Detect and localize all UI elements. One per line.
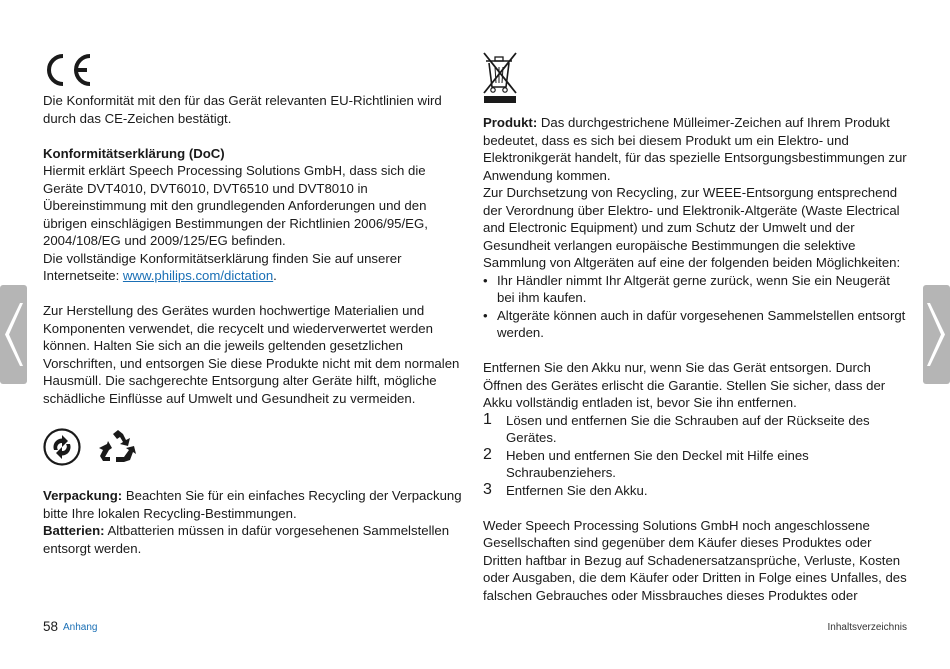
materials-text: Zur Herstellung des Gerätes wurden hochwertige Materialien und Komponenten verwendet, die recycelt und wiederverwertet werden können. Halten Sie sich an die jeweils geltenden gesetzlichen Vorschriften, und entsorgen Sie diese Produkte nicht mit dem normalen Hausmüll. Die sachgerechte Entsorgung alter Geräte hilft, mögliche schädliche Einflüsse auf Umwelt und Gesundheit zu vermeiden. [43,303,460,406]
collection-options-list [483,272,908,342]
previous-page-button[interactable] [0,285,27,384]
right-column [483,0,908,604]
crossed-out-bin-icon [483,52,517,105]
page-number: 58 [43,619,59,634]
list-item: • Altgeräte können auch in dafür vorgesehenen Sammelstellen entsorgt werden. [483,307,908,342]
chevron-left-icon [0,285,27,384]
step-item [483,447,908,482]
step-text: Heben und entfernen Sie den Deckel mit Hilfe eines Schraubenziehers. [506,447,809,480]
table-of-contents-link[interactable]: Inhaltsverzeichnis [827,622,907,633]
ce-mark-icon [43,52,93,88]
left-column [43,0,468,557]
chevron-right-icon [923,285,950,384]
doc-link-paragraph [43,250,468,285]
next-page-button[interactable] [923,285,950,384]
doc-heading: Konformitätserklärung (DoC) [43,145,225,161]
step-text: Entfernen Sie den Akku. [506,482,648,498]
packaging-text: Beachten Sie für ein einfaches Recycling der Verpackung bitte Ihre lokalen Recycling-Bestimmungen. [43,488,462,521]
step-item [483,482,908,500]
liability-text: Weder Speech Processing Solutions GmbH noch angeschlossene Gesellschaften sind gegenüber dem Käufer dieses Produktes oder Dritten haftbar in Bezug auf Schadenersatzansprüche, Verluste, Kosten oder Ausgaben, die dem Käufer oder Dritten in Folge eines Unfalles, des falschen Gebrauches oder Missbrauches dieses Produktes oder [483,517,907,603]
battery-removal-intro: Entfernen Sie den Akku nur, wenn Sie das Gerät entsorgen. Durch Öffnen des Gerätes erlischt die Garantie. Stellen Sie sicher, dass der Akku vollständig entladen ist, bevor Sie ihn entfernen. [483,360,886,410]
packaging-label: Verpackung: [43,488,123,503]
weee-text: Zur Durchsetzung von Recycling, zur WEEE-Entsorgung entsprechend der Verordnung über Elektro- und Elektronik-Altgeräte (Waste Electrical and Electronic Equipment) und zum Schutz der Umwelt und der Gesundheit verlangen europäische Bestimmungen die selektive Sammlung von Altgeräten auf eine der folgenden beiden Möglichkeiten: [483,185,901,270]
product-label: Produkt: [483,115,538,130]
step-text: Lösen und entfernen Sie die Schrauben auf der Rückseite des Gerätes. [506,412,870,445]
batteries-text: Altbatterien müssen in dafür vorgesehenen Sammelstellen entsorgt werden. [43,523,450,556]
step-number: 2 [483,445,492,463]
step-number: 1 [483,410,492,428]
ce-conformity-text: Die Konformität mit den für das Gerät relevanten EU-Richtlinien wird durch das CE-Zeichen bestätigt. [43,93,442,126]
section-name: Anhang [63,622,98,633]
green-dot-icon [43,428,81,466]
list-item: • Ihr Händler nimmt Ihr Altgerät gerne zurück, wenn Sie ein Neugerät bei ihm kaufen. [483,272,908,307]
batteries-label: Batterien: [43,523,105,538]
doc-link-prefix: Die vollständige Konformitätserklärung finden Sie auf unserer Internetseite: [43,250,402,283]
step-item [483,412,908,447]
battery-removal-steps [483,412,908,500]
philips-dictation-link[interactable]: www.philips.com/dictation [122,268,274,283]
doc-link-suffix: . [273,268,277,283]
product-text: Das durchgestrichene Mülleimer-Zeichen auf Ihrem Produkt bedeutet, dass es sich bei diesem Produkt um ein Elektro- und Elektronikgerät handelt, für das spezielle Entsorgungsbestimmungen zur Anwendung kommen. [483,115,907,183]
recycle-icon [99,429,137,465]
doc-text: Hiermit erklärt Speech Processing Solutions GmbH, dass sich die Geräte DVT4010, DVT6010, DVT6510 und DVT8010 in Übereinstimmung mit den grundlegenden Anforderungen und den übrigen einschlägigen Bestimmungen der Richtlinien 2006/95/EG, 2004/108/EG und 2009/125/EG befinden. [43,163,428,248]
recycling-icons [43,407,468,487]
step-number: 3 [483,480,492,498]
